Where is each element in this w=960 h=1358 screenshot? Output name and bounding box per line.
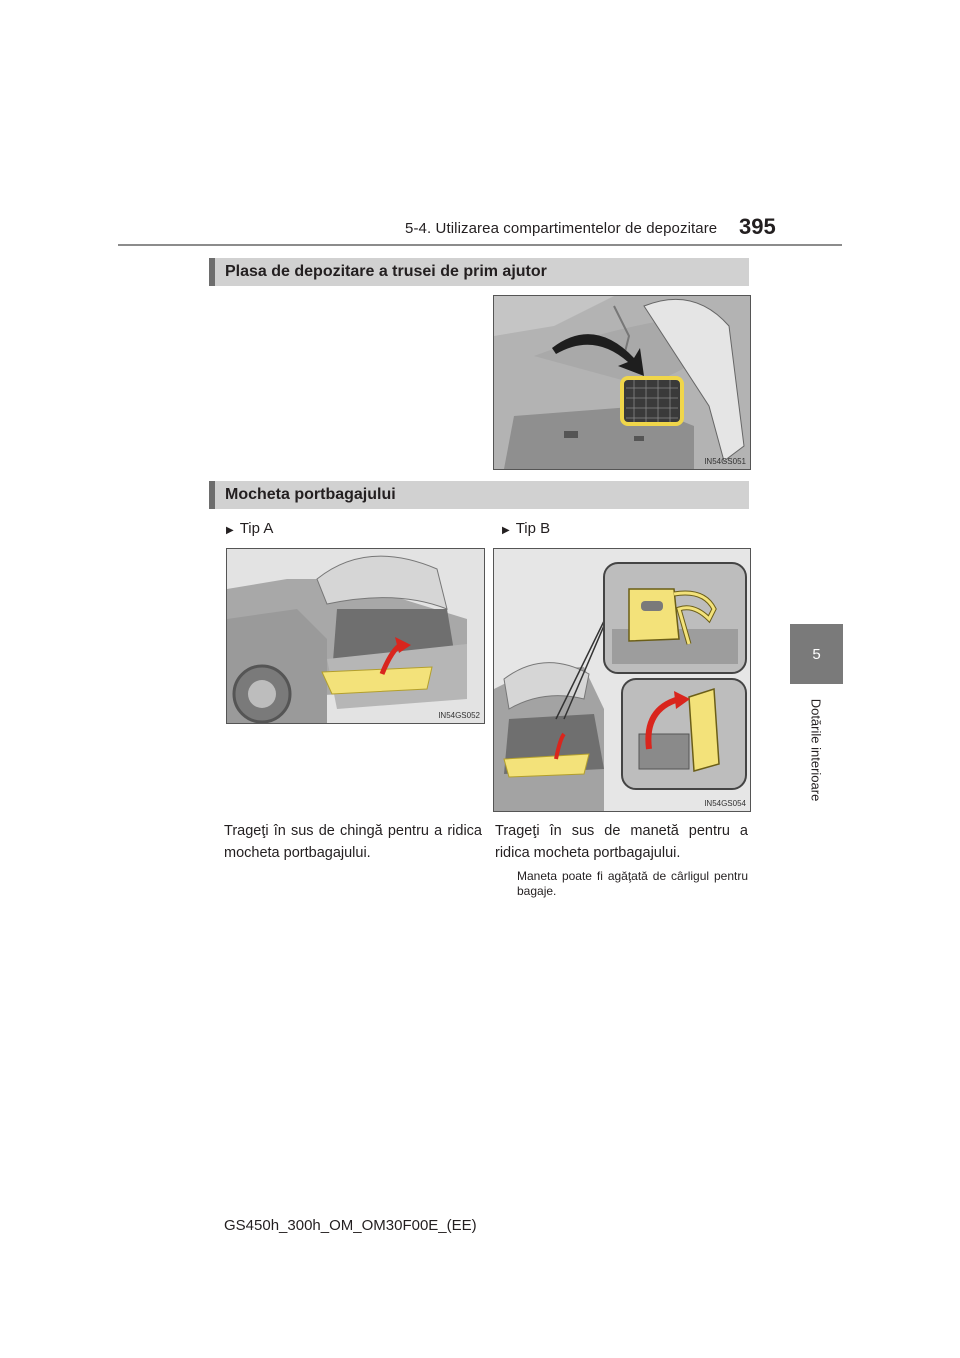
section-heading-first-aid-net [209,258,749,286]
type-a-text: Tip A [239,520,274,537]
type-b-instruction: Trageţi în sus de manetă pentru a ridica mocheta portbagajului. [495,823,748,861]
type-b-note: Maneta poate fi agăţată de cârligul pentru bagaje. [517,869,748,898]
chapter-number: 5 [812,645,821,663]
section-title: Mocheta portbagajului [225,486,396,503]
type-a-instruction: Trageţi în sus de chingă pentru a ridica mocheta portbagajului. [224,823,482,861]
chapter-title-vertical [806,692,826,807]
running-header-title: 5-4. Utilizarea compartimentelor de depozitare [405,220,718,237]
figure-first-aid-net [493,295,751,470]
document-code-footer: GS450h_300h_OM_OM30F00E_(EE) [224,1217,477,1234]
triangle-bullet-icon: ▶ [502,525,510,536]
section-title: Plasa de depozitare a trusei de prim ajutor [225,263,547,280]
chapter-title: Dotările interioare [808,698,824,801]
section-heading-trunk-mat [209,481,749,509]
figure-type-a-trunk-mat [226,548,485,724]
type-b-label [502,520,550,537]
figure-code: IN54GS054 [704,799,746,808]
triangle-bullet-icon: ▶ [226,525,234,536]
type-a-label [226,520,273,537]
figure-code: IN54GS052 [438,711,480,720]
type-b-text: Tip B [515,520,551,537]
figure-type-b-trunk-mat [493,548,751,812]
header-divider [118,244,842,246]
figure-code: IN54GS051 [704,457,746,466]
chapter-tab [790,624,843,684]
page-number: 395 [739,214,776,239]
